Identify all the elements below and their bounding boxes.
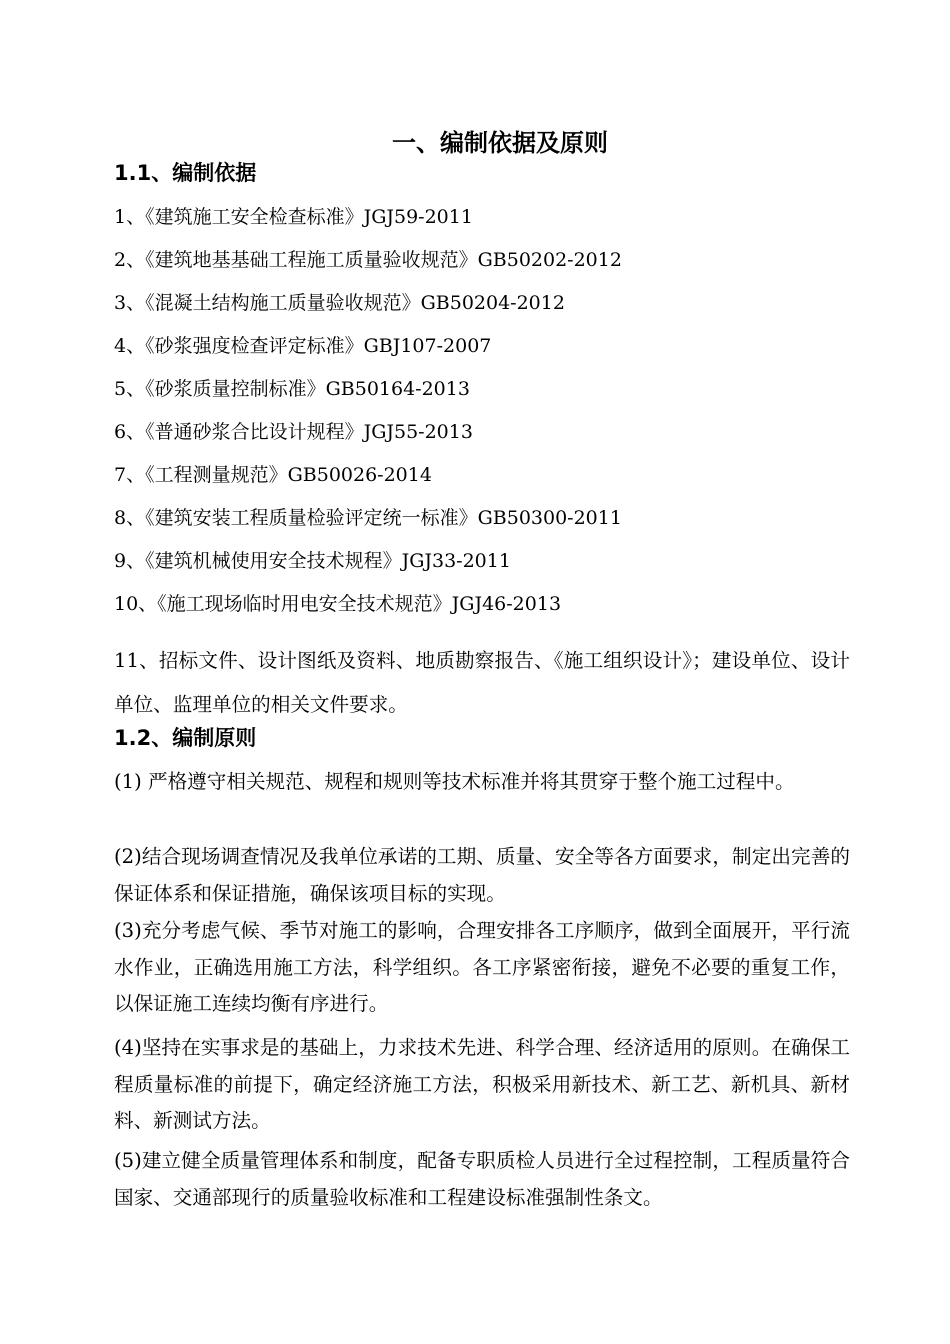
basis-item-5: 5、《砂浆质量控制标准》GB50164-2013 [114,378,470,400]
basis-item-11: 11、招标文件、设计图纸及资料、地质勘察报告、《施工组织设计》；建设单位、设计单位、监理单位的相关文件要求。 [114,649,850,716]
basis-item-4: 4、《砂浆强度检查评定标准》GBJ107-2007 [114,335,492,357]
basis-item-6: 6、《普通砂浆合比设计规程》JGJ55-2013 [114,421,473,443]
principle-1: (1) 严格遵守相关规范、规程和规则等技术标准并将其贯穿于整个施工过程中。 [114,770,795,793]
basis-item-9: 9、《建筑机械使用安全技术规程》JGJ33-2011 [114,550,511,572]
basis-item-2: 2、《建筑地基基础工程施工质量验收规范》GB50202-2012 [114,249,622,271]
principle-5: (5)建立健全质量管理体系和制度，配备专职质检人员进行全过程控制，工程质量符合国家、交通部现行的质量验收标准和工程建设标准强制性条文。 [114,1149,850,1209]
page-title: 一、编制依据及原则 [392,129,608,157]
principle-3: (3)充分考虑气候、季节对施工的影响，合理安排各工序顺序，做到全面展开，平行流水作业，正确选用施工方法，科学组织。各工序紧密衔接，避免不必要的重复工作，以保证施工连续均衡有序进行。 [114,919,850,1015]
principle-4: (4)坚持在实事求是的基础上，力求技术先进、科学合理、经济适用的原则。在确保工程质量标准的前提下，确定经济施工方法，积极采用新技术、新工艺、新机具、新材料、新测试方法。 [114,1036,850,1132]
basis-item-10: 10、《施工现场临时用电安全技术规范》JGJ46-2013 [114,593,562,615]
section-heading-principles: 1.2、编制原则 [114,726,257,750]
principle-2: (2)结合现场调查情况及我单位承诺的工期、质量、安全等各方面要求，制定出完善的保证体系和保证措施，确保该项目标的实现。 [114,845,850,905]
basis-item-3: 3、《混凝土结构施工质量验收规范》GB50204-2012 [114,292,565,314]
section-heading-basis: 1.1、编制依据 [114,161,257,185]
basis-item-8: 8、《建筑安装工程质量检验评定统一标准》GB50300-2011 [114,507,622,529]
basis-item-7: 7、《工程测量规范》GB50026-2014 [114,464,432,486]
basis-item-1: 1、《建筑施工安全检查标准》JGJ59-2011 [114,206,473,228]
